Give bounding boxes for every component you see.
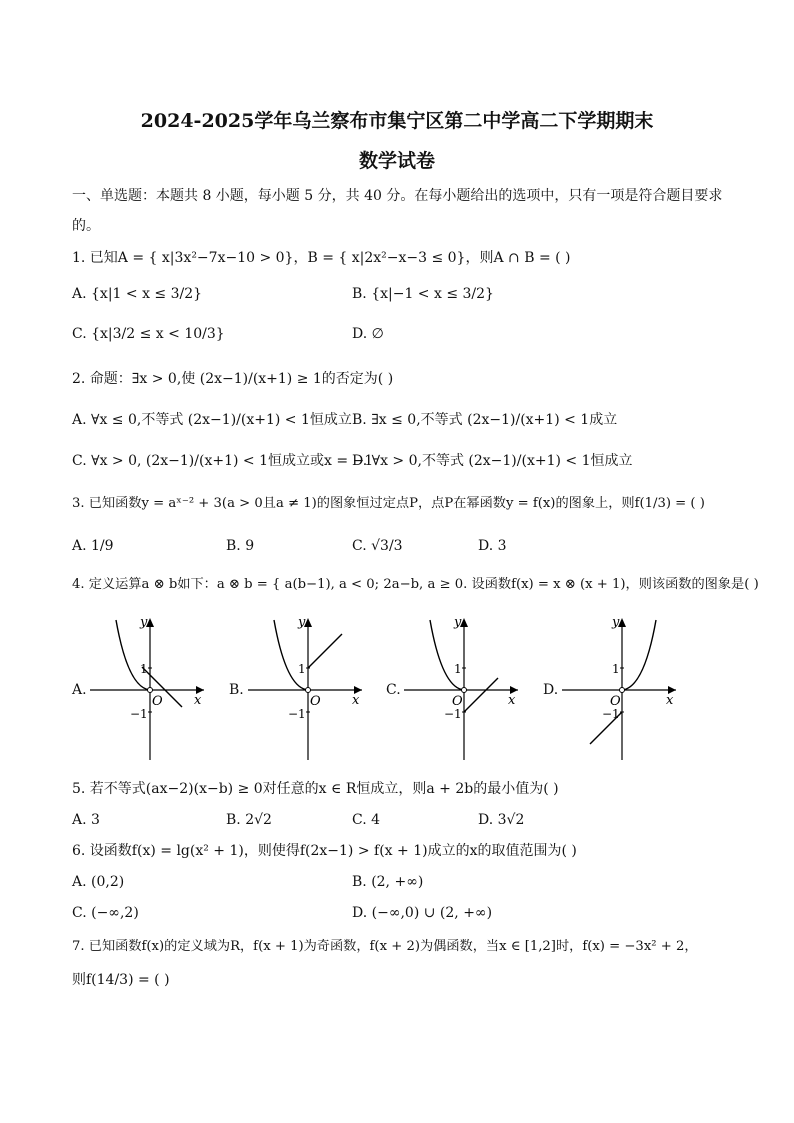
y-label: y [612, 615, 620, 630]
y-label: y [298, 615, 306, 630]
origin-point [620, 688, 625, 693]
q6-option-d: D. (−∞,0) ∪ (2, +∞) [352, 905, 493, 921]
q2-option-c: C. ∀x > 0, (2x−1)/(x+1) < 1恒成立或x = −1 [72, 453, 374, 469]
q5-option-c: C. 4 [352, 812, 381, 828]
q7-stem-cont: 则f(14/3) = ( ) [72, 972, 170, 988]
q5-option-b: B. 2√2 [226, 812, 272, 828]
q3-stem: 3. 已知函数y = aˣ⁻² + 3(a > 0且a ≠ 1)的图象恒过定点P，点P在幂函数y = f(x)的图象上，则f(1/3) = ( ) [72, 496, 705, 511]
origin-point [462, 688, 467, 693]
x-label: x [194, 693, 202, 708]
label-one: 1 [140, 662, 148, 676]
q2-option-a: A. ∀x ≤ 0,不等式 (2x−1)/(x+1) < 1恒成立 [72, 412, 352, 428]
q6-option-c: C. (−∞,2) [72, 905, 139, 921]
label-one: 1 [298, 662, 306, 676]
label-one: 1 [454, 662, 462, 676]
q4-option-d: D. [543, 682, 559, 698]
origin-point [148, 688, 153, 693]
q4-option-c: C. [386, 682, 401, 698]
exam-subtitle: 数学试卷 [358, 150, 435, 172]
q4-graph-c [402, 612, 526, 762]
q2-stem: 2. 命题：∃x > 0,使 (2x−1)/(x+1) ≥ 1的否定为( ) [72, 371, 394, 387]
q4-graph-b [246, 612, 370, 762]
q1-option-c: C. {x|3/2 ≤ x < 10/3} [72, 326, 225, 342]
q5-option-d: D. 3√2 [478, 812, 525, 828]
exam-title: 2024-2025学年乌兰察布市集宁区第二中学高二下学期期末 [140, 110, 654, 132]
graph-curve [116, 620, 150, 690]
q7-stem: 7. 已知函数f(x)的定义域为R，f(x + 1)为奇函数，f(x + 2)为偶函数，当x ∈ [1,2]时，f(x) = −3x² + 2， [72, 939, 698, 954]
q1-option-d: D. ∅ [352, 326, 384, 342]
label-neg-one: −1 [130, 707, 148, 721]
graph-curve [430, 620, 464, 690]
q3-option-d: D. 3 [478, 538, 507, 554]
q4-option-a: A. [72, 682, 87, 698]
graph-line [464, 678, 498, 712]
section-instructions: 一、单选题：本题共 8 小题，每小题 5 分，共 40 分。在每小题给出的选项中，只有一项是符合题目要求 [72, 188, 723, 204]
q6-option-a: A. (0,2) [72, 874, 125, 890]
q4-stem: 4. 定义运算a ⊗ b如下：a ⊗ b = { a(b−1), a < 0; 2a−b, a ≥ 0. 设函数f(x) = x ⊗ (x + 1)，则该函数的图象是( ) [72, 577, 759, 592]
x-label: x [508, 693, 516, 708]
q4-graph-a [88, 612, 212, 762]
label-neg-one: −1 [602, 707, 620, 721]
origin-point [306, 688, 311, 693]
q3-option-b: B. 9 [226, 538, 255, 554]
q1-stem: 1. 已知A = { x|3x²−7x−10 > 0}，B = { x|2x²−x−3 ≤ 0}，则A ∩ B = ( ) [72, 250, 571, 266]
label-neg-one: −1 [444, 707, 462, 721]
q1-option-b: B. {x|−1 < x ≤ 3/2} [352, 286, 494, 302]
q6-option-b: B. (2, +∞) [352, 874, 424, 890]
origin-label: O [452, 694, 463, 709]
q3-option-c: C. √3/3 [352, 538, 403, 554]
origin-label: O [310, 694, 321, 709]
q4-option-b: B. [229, 682, 244, 698]
q2-option-d: D. ∀x > 0,不等式 (2x−1)/(x+1) < 1恒成立 [352, 453, 633, 469]
graph-curve [274, 620, 308, 690]
q3-option-a: A. 1/9 [72, 538, 114, 554]
x-label: x [352, 693, 360, 708]
q2-option-b: B. ∃x ≤ 0,不等式 (2x−1)/(x+1) < 1成立 [352, 412, 618, 428]
q5-option-a: A. 3 [72, 812, 100, 828]
y-label: y [454, 615, 462, 630]
label-neg-one: −1 [288, 707, 306, 721]
x-label: x [666, 693, 674, 708]
q5-stem: 5. 若不等式(ax−2)(x−b) ≥ 0对任意的x ∈ R恒成立，则a + 2b的最小值为( ) [72, 781, 559, 797]
origin-label: O [610, 694, 621, 709]
graph-line [308, 634, 342, 668]
q1-option-a: A. {x|1 < x ≤ 3/2} [72, 286, 203, 302]
q4-graph-d [560, 612, 684, 762]
label-one: 1 [612, 662, 620, 676]
graph-curve [622, 620, 656, 690]
origin-label: O [152, 694, 163, 709]
y-label: y [140, 615, 148, 630]
section-instructions-cont: 的。 [72, 218, 100, 234]
q6-stem: 6. 设函数f(x) = lg(x² + 1)，则使得f(2x−1) > f(x + 1)成立的x的取值范围为( ) [72, 843, 577, 859]
